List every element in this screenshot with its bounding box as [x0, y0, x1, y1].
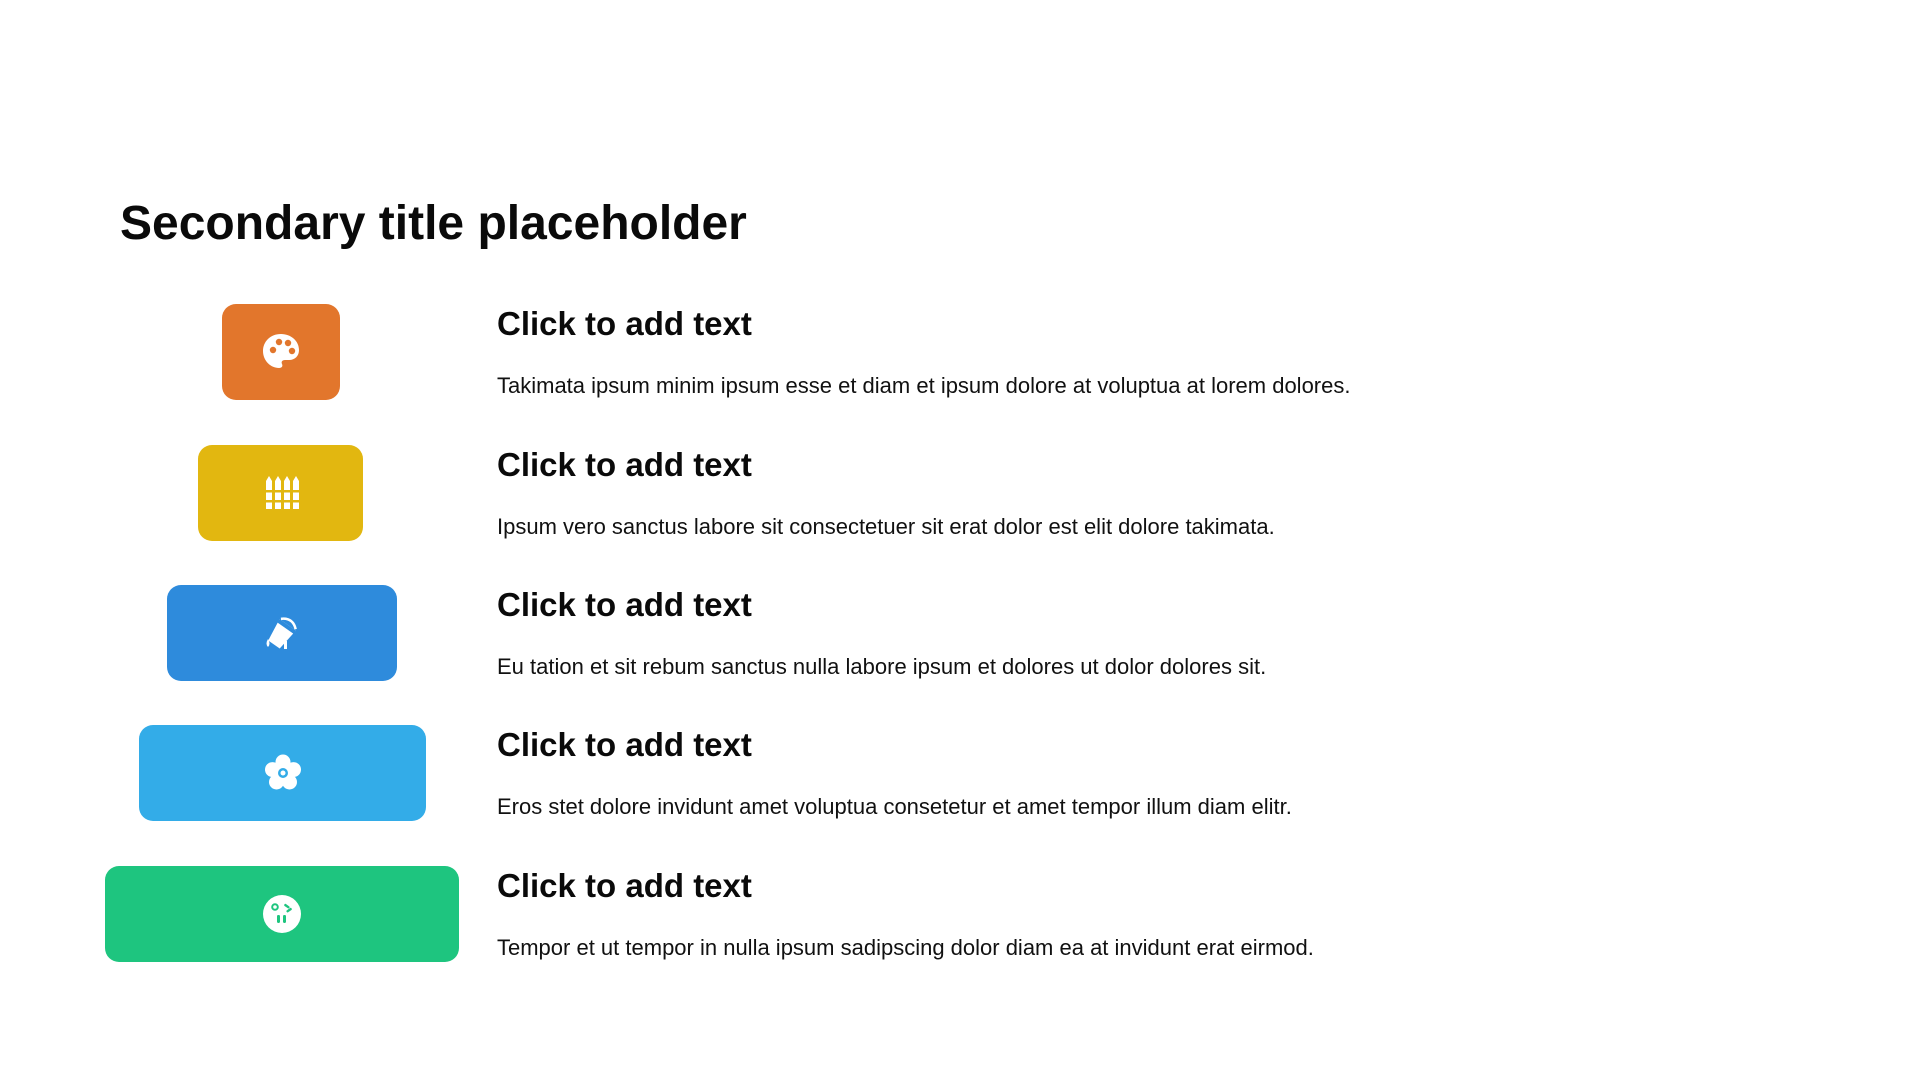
item-heading[interactable]: Click to add text — [497, 726, 752, 763]
color-block — [167, 585, 397, 681]
flower-icon — [261, 751, 305, 795]
item-heading[interactable]: Click to add text — [497, 305, 752, 342]
cookie-icon — [260, 892, 304, 936]
item-description[interactable]: Eros stet dolore invidunt amet voluptua consetetur et amet tempor illum diam elitr. — [497, 794, 1292, 819]
item-description[interactable]: Takimata ipsum minim ipsum esse et diam et ipsum dolore at voluptua at lorem dolores. — [497, 373, 1351, 398]
list-item — [0, 445, 1920, 565]
list-item — [0, 725, 1920, 845]
color-block — [198, 445, 363, 541]
item-description[interactable]: Eu tation et sit rebum sanctus nulla labore ipsum et dolores ut dolor dolores sit. — [497, 654, 1267, 679]
list-item — [0, 585, 1920, 705]
palette-icon — [259, 330, 303, 374]
crayons-icon — [259, 471, 303, 515]
paint-bucket-icon — [260, 611, 304, 655]
item-heading[interactable]: Click to add text — [497, 867, 752, 904]
color-block — [139, 725, 426, 821]
item-heading[interactable]: Click to add text — [497, 446, 752, 483]
list-item — [0, 304, 1920, 424]
item-description[interactable]: Tempor et ut tempor in nulla ipsum sadipscing dolor diam ea at invidunt erat eirmod. — [497, 935, 1314, 960]
item-description[interactable]: Ipsum vero sanctus labore sit consectetuer sit erat dolor est elit dolore takimata. — [497, 514, 1275, 539]
color-block — [105, 866, 459, 962]
slide-title[interactable]: Secondary title placeholder — [120, 197, 747, 250]
list-item — [0, 866, 1920, 986]
color-block — [222, 304, 340, 400]
item-heading[interactable]: Click to add text — [497, 586, 752, 623]
